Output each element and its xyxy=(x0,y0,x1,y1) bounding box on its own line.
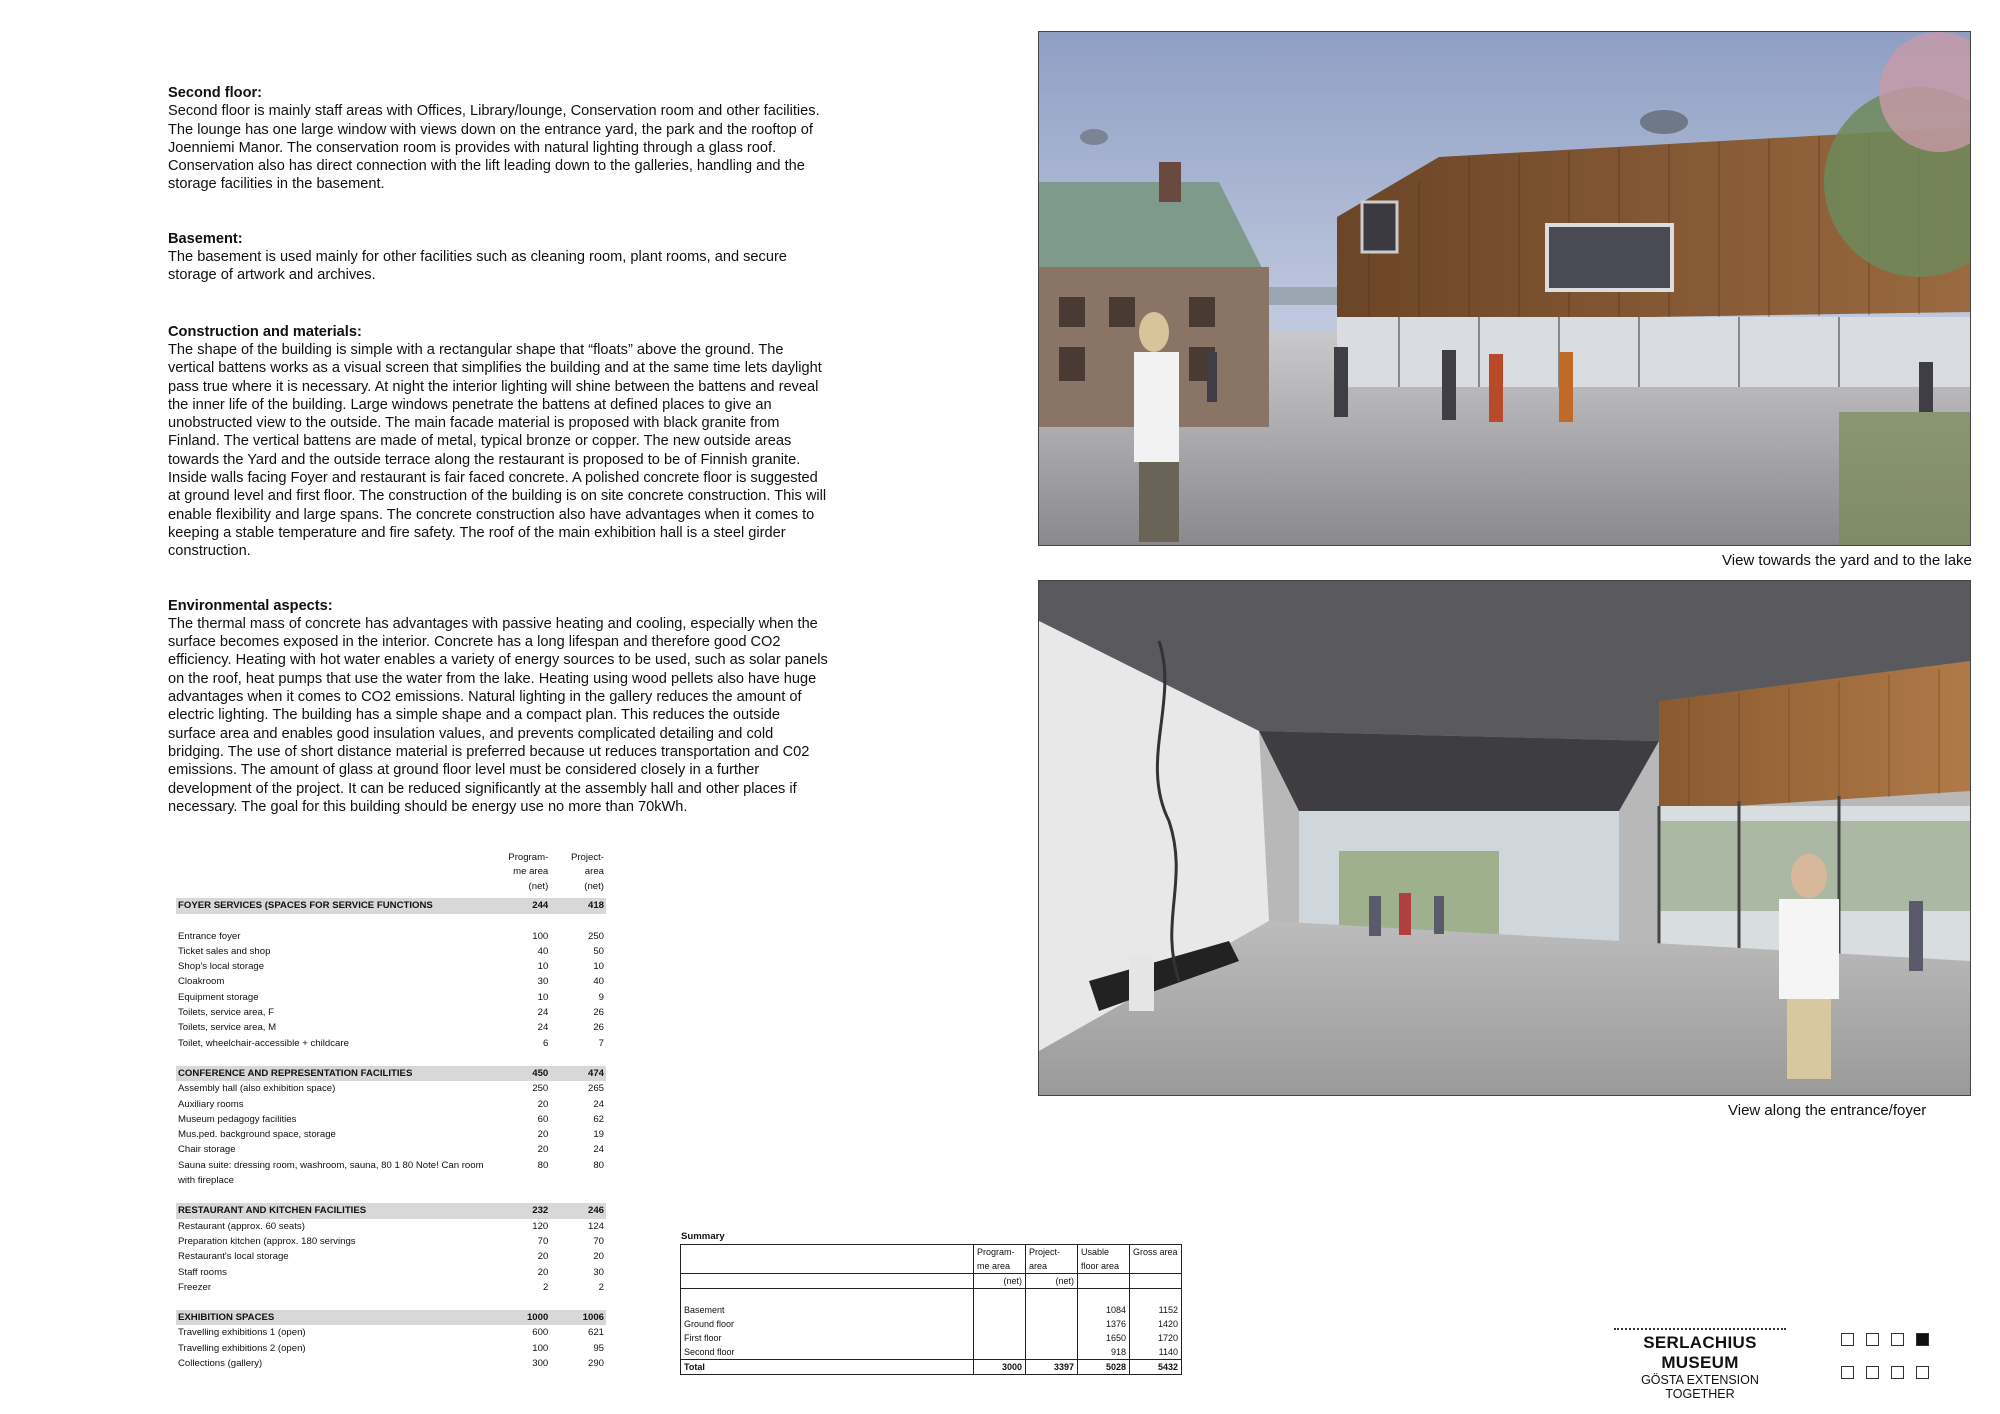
summary-total-cell: 5028 xyxy=(1078,1360,1130,1375)
programme-area: 1000 xyxy=(494,1310,550,1325)
row-name: Travelling exhibitions 1 (open) xyxy=(178,1327,306,1339)
project-area: 2 xyxy=(598,1281,604,1293)
project-area: 265 xyxy=(587,1083,604,1095)
project-area: 418 xyxy=(550,898,606,913)
programme-area: 20 xyxy=(537,1144,549,1156)
section-body: Second floor is mainly staff areas with Offices, Library/lounge, Conservation room and other facilities. The lounge has one large window with views down on the entrance yard, the park and the rooftop of Joenniemi Manor. The conservation room is provides with natural lighting through a glass roof. Conservation also has direct connection with the lift leading down to the galleries, handling and the storage facilities in the basement. xyxy=(168,103,820,193)
summary-value: 1650 xyxy=(1105,1333,1126,1343)
table-row xyxy=(176,1127,606,1142)
category-row xyxy=(176,898,606,913)
sheet-square xyxy=(1841,1366,1854,1379)
summary-value: 1420 xyxy=(1157,1319,1178,1329)
section-body: The shape of the building is simple with a rectangular shape that “floats” above the ground. The vertical battens works as a visual screen that simplifies the building and at the same time lets daylight pass true where it is necessary. At night the interior lighting will shine between the battens and reveal the inner life of the building. Large windows penetrate the battens at defined places to give an unobstructed view to the outside. The main facade material is proposed with black granite from Finland. The vertical battens are made of metal, typical bronze or copper. The new outside areas towards the Yard and the outside terrace along the restaurant is proposed to be of Finnish granite. Inside walls facing Foyer and restaurant is fair faced concrete. A polished concrete floor is suggested at ground level and first floor. The construction of the building is on site concrete construction. This will enable flexibility and large spans. The concrete construction also have advantages when it comes to keeping a stable temperature and fire safety. The roof of the main exhibition hall is a steel girder construction. xyxy=(168,341,827,560)
row-name: Toilets, service area, F xyxy=(178,1007,274,1019)
project-area: 1006 xyxy=(550,1310,606,1325)
table-row xyxy=(176,1219,606,1234)
programme-area: 100 xyxy=(532,930,549,942)
render-yard-view xyxy=(1038,31,1971,546)
row-name: Toilets, service area, M xyxy=(178,1022,277,1034)
summary-value: 1720 xyxy=(1157,1333,1178,1343)
row-name: EXHIBITION SPACES xyxy=(176,1310,494,1325)
project-area: 124 xyxy=(587,1220,604,1232)
text-column xyxy=(168,84,828,834)
table-row xyxy=(176,1081,606,1096)
programme-area: 20 xyxy=(537,1251,549,1263)
project-area: 50 xyxy=(593,945,604,957)
project-area: 26 xyxy=(593,1007,604,1019)
programme-area: 70 xyxy=(537,1235,549,1247)
programme-area: 24 xyxy=(537,1007,549,1019)
table-row xyxy=(176,974,606,989)
logo-subtitle-2: TOGETHER xyxy=(1665,1387,1735,1401)
summary-body xyxy=(681,1289,1182,1360)
programme-area: 80 xyxy=(537,1159,549,1171)
unit-label: (net) xyxy=(584,881,604,892)
table-row xyxy=(176,1158,606,1189)
row-name: Preparation kitchen (approx. 180 servings xyxy=(178,1235,356,1247)
programme-area: 6 xyxy=(542,1037,549,1049)
programme-area: 250 xyxy=(532,1083,549,1095)
sheet-square xyxy=(1891,1333,1904,1346)
programme-area: 40 xyxy=(537,945,549,957)
row-name: Chair storage xyxy=(178,1144,236,1156)
summary-row-name: Ground floor xyxy=(684,1319,735,1329)
table-row xyxy=(176,1142,606,1157)
category-row xyxy=(176,1066,606,1081)
summary-value: 1084 xyxy=(1105,1305,1126,1315)
table-row xyxy=(176,1036,606,1051)
summary-col-header: Usable floor area xyxy=(1078,1245,1130,1274)
row-name: Mus.ped. background space, storage xyxy=(178,1129,336,1141)
row-name: Equipment storage xyxy=(178,991,259,1003)
row-name: Sauna suite: dressing room, washroom, sauna, 80 1 80 Note! Can room with fireplace xyxy=(178,1159,484,1187)
spacer-row xyxy=(176,1295,606,1310)
summary-value: 1376 xyxy=(1105,1319,1126,1329)
project-area: 80 xyxy=(593,1159,604,1171)
summary-row-name: Basement xyxy=(684,1305,725,1315)
project-logo xyxy=(1610,1328,1790,1401)
sheet-square xyxy=(1866,1366,1879,1379)
table-row xyxy=(176,1356,606,1371)
row-name: RESTAURANT AND KITCHEN FACILITIES xyxy=(176,1203,494,1218)
programme-area: 60 xyxy=(537,1113,549,1125)
row-name: Collections (gallery) xyxy=(178,1358,263,1370)
table-row xyxy=(176,1234,606,1249)
table-row xyxy=(176,1020,606,1035)
section-body: The thermal mass of concrete has advantages with passive heating and cooling, especially when the surface becomes exposed in the interior. Concrete has a long lifespan and therefore good CO2 efficiency. Heating with hot water enables a variety of energy sources to be used, such as solar panels on the roof, heat pumps that use the water from the lake. Heating using wood pellets also have huge advantages when it comes to CO2 emissions. Natural lighting in the gallery reduces the amount of electric lighting. The building has a simple shape and a compact plan. This reduces the outside surface area and enables good insulation values, and prevents complicated detailing and cold bridging. The use of short distance material is preferred because ut reduces transportation and C02 emissions. The amount of glass at ground floor level must be considered closely in a further development of the project. It can be reduced significantly at the assembly hall and other places if necessary. The goal for this building should be energy use no more than 70kWh. xyxy=(168,615,828,815)
table-row xyxy=(176,959,606,974)
table-row xyxy=(176,944,606,959)
table-row xyxy=(176,1005,606,1020)
dotted-rule xyxy=(1614,1328,1786,1330)
summary-col-header: Project- area xyxy=(1026,1245,1078,1274)
table-row xyxy=(176,1249,606,1264)
section-heading: Environmental aspects: xyxy=(168,597,333,614)
programme-area: 300 xyxy=(532,1358,549,1370)
table-row xyxy=(176,1265,606,1280)
summary-value: 1140 xyxy=(1158,1347,1178,1357)
row-name: Auxiliary rooms xyxy=(178,1098,244,1110)
summary-total-cell: Total xyxy=(681,1360,974,1375)
table-row xyxy=(176,990,606,1005)
row-name: Restaurant (approx. 60 seats) xyxy=(178,1220,305,1232)
category-row xyxy=(176,1310,606,1325)
logo-title: SERLACHIUS MUSEUM xyxy=(1643,1333,1757,1372)
caption-top: View towards the yard and to the lake xyxy=(1722,552,1972,569)
programme-area: 600 xyxy=(532,1327,549,1339)
row-name: Entrance foyer xyxy=(178,930,241,942)
project-area: 20 xyxy=(593,1251,604,1263)
row-name: CONFERENCE AND REPRESENTATION FACILITIES xyxy=(176,1066,494,1081)
section-environmental xyxy=(168,597,828,817)
summary-total-cell: 3000 xyxy=(974,1360,1026,1375)
summary-row-name: First floor xyxy=(684,1333,722,1343)
summary-header xyxy=(681,1245,1182,1274)
row-name: Restaurant's local storage xyxy=(178,1251,289,1263)
row-name: FOYER SERVICES (SPACES FOR SERVICE FUNCTIONS xyxy=(176,898,494,913)
row-name: Staff rooms xyxy=(178,1266,227,1278)
col-header: Program- me area xyxy=(508,852,549,877)
programme-area: 120 xyxy=(532,1220,549,1232)
table-row xyxy=(176,1280,606,1295)
unit-row xyxy=(176,879,606,894)
row-name: Assembly hall (also exhibition space) xyxy=(178,1083,336,1095)
project-area: 95 xyxy=(593,1342,604,1354)
programme-area: 244 xyxy=(494,898,550,913)
project-area: 26 xyxy=(593,1022,604,1034)
project-area: 246 xyxy=(550,1203,606,1218)
col-header: Project- area xyxy=(570,852,604,877)
sheet-square-active xyxy=(1916,1333,1929,1346)
summary-unit-row xyxy=(681,1274,1182,1289)
project-area: 250 xyxy=(587,930,604,942)
summary-total-cell: 5432 xyxy=(1130,1360,1182,1375)
table-row xyxy=(176,929,606,944)
project-area: 9 xyxy=(598,991,604,1003)
programme-area: 20 xyxy=(537,1129,549,1141)
spacer-row xyxy=(176,1051,606,1066)
programme-area: 100 xyxy=(532,1342,549,1354)
project-area: 40 xyxy=(593,976,604,988)
summary-title: Summary xyxy=(681,1231,725,1242)
programme-area: 30 xyxy=(537,976,549,988)
row-name: Shop's local storage xyxy=(178,961,265,973)
row-name: Cloakroom xyxy=(178,976,225,988)
programme-area: 450 xyxy=(494,1066,550,1081)
table-header xyxy=(176,851,606,879)
section-heading: Basement: xyxy=(168,230,243,247)
spacer-row xyxy=(176,914,606,929)
project-area: 10 xyxy=(593,961,604,973)
table-row xyxy=(176,1325,606,1340)
summary-col-header: Program- me area xyxy=(974,1245,1026,1274)
caption-bottom: View along the entrance/foyer xyxy=(1728,1102,1927,1119)
programme-area: 10 xyxy=(537,991,549,1003)
unit-label: (net) xyxy=(974,1274,1026,1289)
summary-row-name: Second floor xyxy=(684,1347,735,1357)
programme-area: 2 xyxy=(542,1281,549,1293)
project-area: 30 xyxy=(593,1266,604,1278)
sheet-square xyxy=(1841,1333,1854,1346)
project-area: 474 xyxy=(550,1066,606,1081)
summary-total-row xyxy=(681,1360,1182,1375)
row-name: Toilet, wheelchair-accessible + childcare xyxy=(178,1037,349,1049)
project-area: 7 xyxy=(598,1037,604,1049)
table-row xyxy=(176,1112,606,1127)
section-construction xyxy=(168,323,828,561)
spacer-row xyxy=(176,1188,606,1203)
sheet-indicator xyxy=(1841,1333,1951,1399)
programme-area: 10 xyxy=(537,961,549,973)
row-name: Travelling exhibitions 2 (open) xyxy=(178,1342,306,1354)
row-name: Museum pedagogy facilities xyxy=(178,1113,297,1125)
summary-total-cell: 3397 xyxy=(1026,1360,1078,1375)
sheet-square xyxy=(1916,1366,1929,1379)
unit-label: (net) xyxy=(528,881,549,892)
project-area: 621 xyxy=(587,1327,604,1339)
unit-label: (net) xyxy=(1026,1274,1078,1289)
programme-area: 20 xyxy=(537,1266,549,1278)
programme-area: 24 xyxy=(537,1022,549,1034)
section-second-floor xyxy=(168,84,828,194)
section-body: The basement is used mainly for other facilities such as cleaning room, plant rooms, and secure storage of artwork and archives. xyxy=(168,249,787,284)
project-area: 70 xyxy=(593,1235,604,1247)
section-heading: Second floor: xyxy=(168,85,263,101)
project-area: 290 xyxy=(587,1358,604,1370)
row-name: Freezer xyxy=(178,1281,212,1293)
programme-area: 232 xyxy=(494,1203,550,1218)
sheet-square xyxy=(1891,1366,1904,1379)
summary-col-header: Gross area xyxy=(1130,1245,1182,1274)
logo-subtitle: GÖSTA EXTENSION xyxy=(1641,1373,1759,1387)
programme-area: 20 xyxy=(537,1098,549,1110)
project-area: 24 xyxy=(593,1098,604,1110)
section-basement xyxy=(168,230,828,285)
summary-value: 918 xyxy=(1110,1347,1126,1357)
project-area: 19 xyxy=(593,1129,604,1141)
table-row xyxy=(176,1341,606,1356)
project-area: 24 xyxy=(593,1144,604,1156)
sheet-square xyxy=(1866,1333,1879,1346)
summary-table xyxy=(680,1244,1182,1375)
area-table xyxy=(176,851,606,1371)
table-row xyxy=(176,1097,606,1112)
render-foyer-view xyxy=(1038,580,1971,1096)
summary-value: 1152 xyxy=(1158,1305,1178,1315)
section-heading: Construction and materials: xyxy=(168,323,362,340)
project-area: 62 xyxy=(593,1113,604,1125)
row-name: Ticket sales and shop xyxy=(178,945,271,957)
category-row xyxy=(176,1203,606,1218)
